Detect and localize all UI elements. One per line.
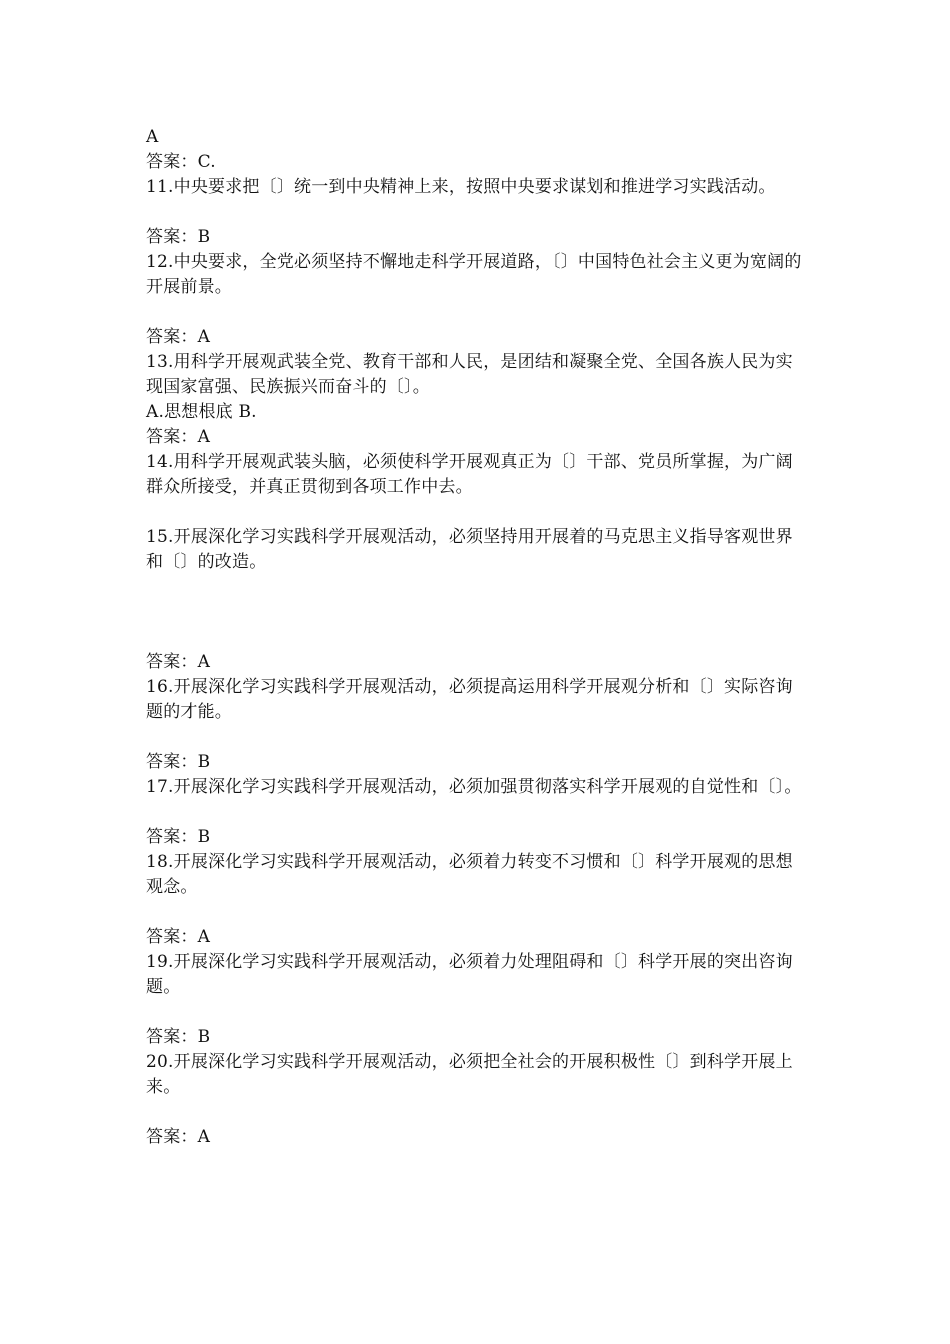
question-12: 12.中央要求，全党必须坚持不懈地走科学开展道路，〔〕中国特色社会主义更为宽阔的开展前景。 [146,252,802,297]
question-11: 11.中央要求把〔〕统一到中央精神上来，按照中央要求谋划和推进学习实践活动。 [146,177,776,197]
answer-13: 答案：A [146,427,211,447]
spacer [146,500,804,525]
answer-15: 答案：A [146,652,211,672]
answer-17: 答案：B [146,827,211,847]
answer-11: 答案：B [146,227,211,247]
spacer [146,1100,804,1125]
question-14: 14.用科学开展观武装头脑，必须使科学开展观真正为〔〕干部、党员所掌握，为广阔群众所接受，并真正贯彻到各项工作中去。 [146,452,793,497]
fragment-letter: A [146,127,159,147]
question-19: 19.开展深化学习实践科学开展观活动，必须着力处理阻碍和〔〕科学开展的突出咨询题。 [146,952,793,997]
spacer [146,300,804,325]
answer-18: 答案：A [146,927,211,947]
question-13: 13.用科学开展观武装全党、教育干部和人民，是团结和凝聚全党、全国各族人民为实现国家富强、民族振兴而奋斗的〔〕。 [146,352,793,397]
spacer [146,725,804,750]
spacer [146,1000,804,1025]
spacer [146,900,804,925]
question-16: 16.开展深化学习实践科学开展观活动，必须提高运用科学开展观分析和〔〕实际咨询题的才能。 [146,677,793,722]
answer-16: 答案：B [146,752,211,772]
question-18: 18.开展深化学习实践科学开展观活动，必须着力转变不习惯和〔〕科学开展观的思想观念。 [146,852,793,897]
spacer [146,200,804,225]
document-body [146,125,804,1150]
answer-20: 答案：A [146,1127,211,1147]
spacer [146,800,804,825]
answer-10: 答案：C. [146,152,216,172]
answer-19: 答案：B [146,1027,211,1047]
answer-12: 答案：A [146,327,211,347]
question-20: 20.开展深化学习实践科学开展观活动，必须把全社会的开展积极性〔〕到科学开展上来。 [146,1052,793,1097]
question-13-options: A.思想根底 B. [146,402,257,422]
question-15: 15.开展深化学习实践科学开展观活动，必须坚持用开展着的马克思主义指导客观世界和〔〕的改造。 [146,527,793,572]
question-17: 17.开展深化学习实践科学开展观活动，必须加强贯彻落实科学开展观的自觉性和〔〕。 [146,777,802,797]
spacer [146,575,804,650]
